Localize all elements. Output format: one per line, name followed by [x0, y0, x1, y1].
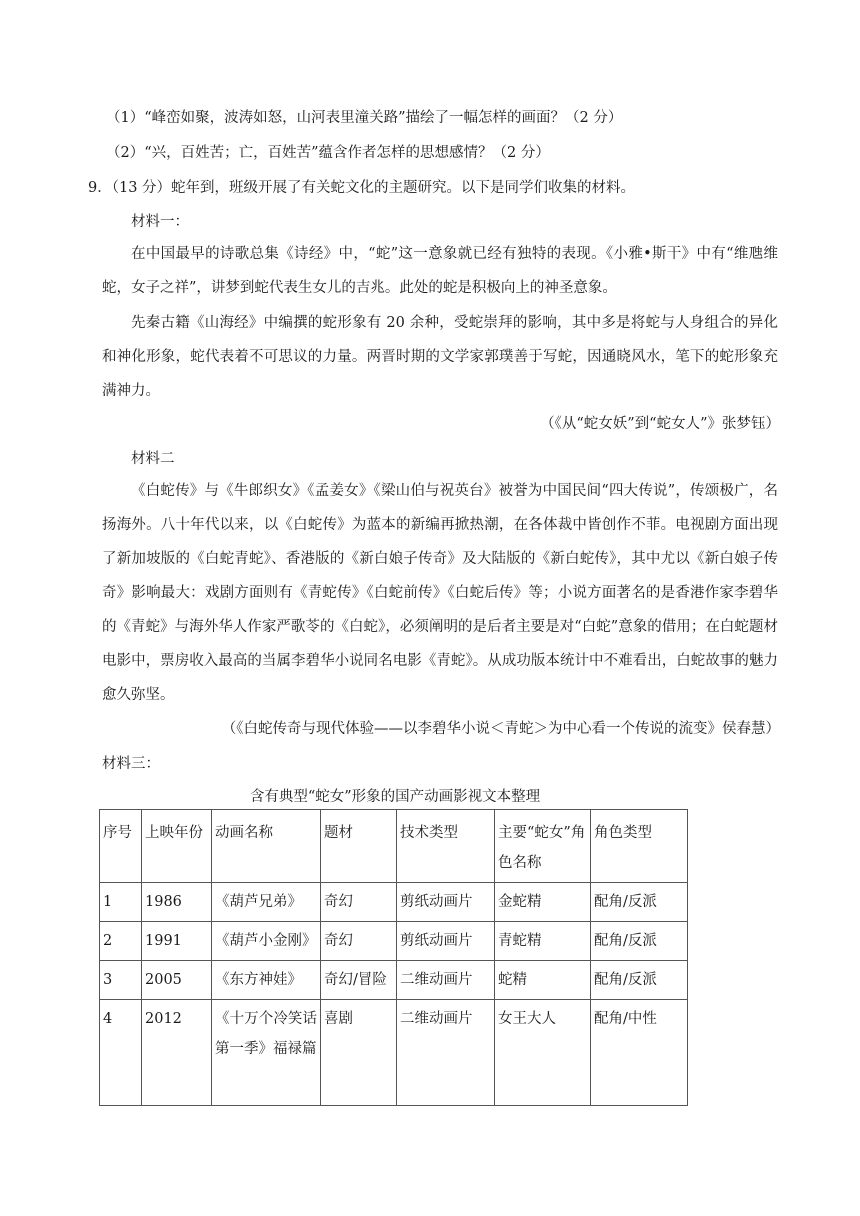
table-cell: 《十万个冷笑话第一季》福禄篇	[212, 1000, 321, 1106]
table-cell: 剪纸动画片	[397, 922, 495, 961]
table-cell: 4	[100, 1000, 142, 1106]
table-cell: 金蛇精	[495, 883, 591, 922]
table-cell: 二维动画片	[397, 961, 495, 1000]
table-cell: 配角/反派	[591, 922, 688, 961]
table-cell: 喜剧	[321, 1000, 397, 1106]
column-header: 技术类型	[397, 810, 495, 883]
table-title: 含有典型“蛇女”形象的国产动画影视文本整理	[249, 789, 541, 805]
material-1-heading: 材料一：	[131, 214, 189, 230]
table-cell: 3	[100, 961, 142, 1000]
material-1-paragraph-1: 在中国最早的诗歌总集《诗经》中，“蛇”这一意象就已经有独特的表现。《小雅•斯干》中有“维虺维蛇，女子之祥”，讲梦到蛇代表生女儿的吉兆。此处的蛇是积极向上的神圣意象。	[102, 246, 778, 296]
column-header: 主要“蛇女”角色名称	[495, 810, 591, 883]
table-row	[100, 1000, 688, 1106]
table-row	[100, 961, 688, 1000]
table-cell: 配角/反派	[591, 883, 688, 922]
material-2-paragraph: 《白蛇传》与《牛郎织女》《孟姜女》《梁山伯与祝英台》被誉为中国民间“四大传说”，传颂极广，名扬海外。八十年代以来，以《白蛇传》为蓝本的新编再掀热潮，在各体裁中皆创作不菲。电视剧方面出现了新加坡版的《白蛇青蛇》、香港版的《新白娘子传奇》及大陆版的《新白蛇传》，其中尤以《新白娘子传奇》影响最大：戏剧方面则有《青蛇传》《白蛇前传》《白蛇后传》等；小说方面著名的是香港作家李碧华的《青蛇》与海外华人作家严歌苓的《白蛇》，必须阐明的是后者主要是对“白蛇”意象的借用；在白蛇题材电影中，票房收入最高的当属李碧华小说同名电影《青蛇》。从成功版本统计中不难看出，白蛇故事的魅力愈久弥坚。	[102, 483, 778, 703]
material-2-heading: 材料二	[131, 451, 175, 467]
table-cell: 配角/中性	[591, 1000, 688, 1106]
table-cell: 女王大人	[495, 1000, 591, 1106]
column-header: 序号	[100, 810, 142, 883]
table-cell: 《东方神娃》	[212, 961, 321, 1000]
question-1: （1）“峰峦如聚，波涛如怒，山河表里潼关路”描绘了一幅怎样的画面？（2 分）	[106, 110, 623, 126]
table-cell: 蛇精	[495, 961, 591, 1000]
table-cell: 奇幻	[321, 883, 397, 922]
table-cell: 1991	[142, 922, 212, 961]
table-cell: 二维动画片	[397, 1000, 495, 1106]
table-cell: 剪纸动画片	[397, 883, 495, 922]
table-cell: 2	[100, 922, 142, 961]
column-header: 动画名称	[212, 810, 321, 883]
table-cell: 2005	[142, 961, 212, 1000]
material-1-source: （《从“蛇女妖”到“蛇女人”》张梦钰）	[540, 416, 780, 432]
table-cell: 1986	[142, 883, 212, 922]
table-cell: 配角/反派	[591, 961, 688, 1000]
question-2: （2）“兴，百姓苦；亡，百姓苦”蕴含作者怎样的思想感情？（2 分）	[106, 145, 550, 161]
column-header: 题材	[321, 810, 397, 883]
table-row	[100, 883, 688, 922]
table-header-row	[100, 810, 688, 883]
table-cell: 奇幻/冒险	[321, 961, 397, 1000]
table-row	[100, 922, 688, 961]
table-cell: 奇幻	[321, 922, 397, 961]
material-3-heading: 材料三：	[102, 756, 160, 772]
animation-table	[99, 809, 688, 1106]
material-2-source: （《白蛇传奇与现代体验——以李碧华小说＜青蛇＞为中心看一个传说的流变》侯春慧）	[221, 721, 780, 737]
table-cell: 《葫芦兄弟》	[212, 883, 321, 922]
table-cell: 1	[100, 883, 142, 922]
material-1-paragraph-2: 先秦古籍《山海经》中编撰的蛇形象有 20 余种，受蛇崇拜的影响，其中多是将蛇与人身组合的异化和神化形象，蛇代表着不可思议的力量。两晋时期的文学家郭璞善于写蛇，因通晓风水，笔下的蛇形象充满神力。	[102, 315, 778, 399]
column-header: 上映年份	[142, 810, 212, 883]
table-cell: 青蛇精	[495, 922, 591, 961]
table-cell: 《葫芦小金刚》	[212, 922, 321, 961]
column-header: 角色类型	[591, 810, 688, 883]
question-9-stem: 9．（13 分）蛇年到，班级开展了有关蛇文化的主题研究。以下是同学们收集的材料。	[88, 180, 636, 196]
table-cell: 2012	[142, 1000, 212, 1106]
